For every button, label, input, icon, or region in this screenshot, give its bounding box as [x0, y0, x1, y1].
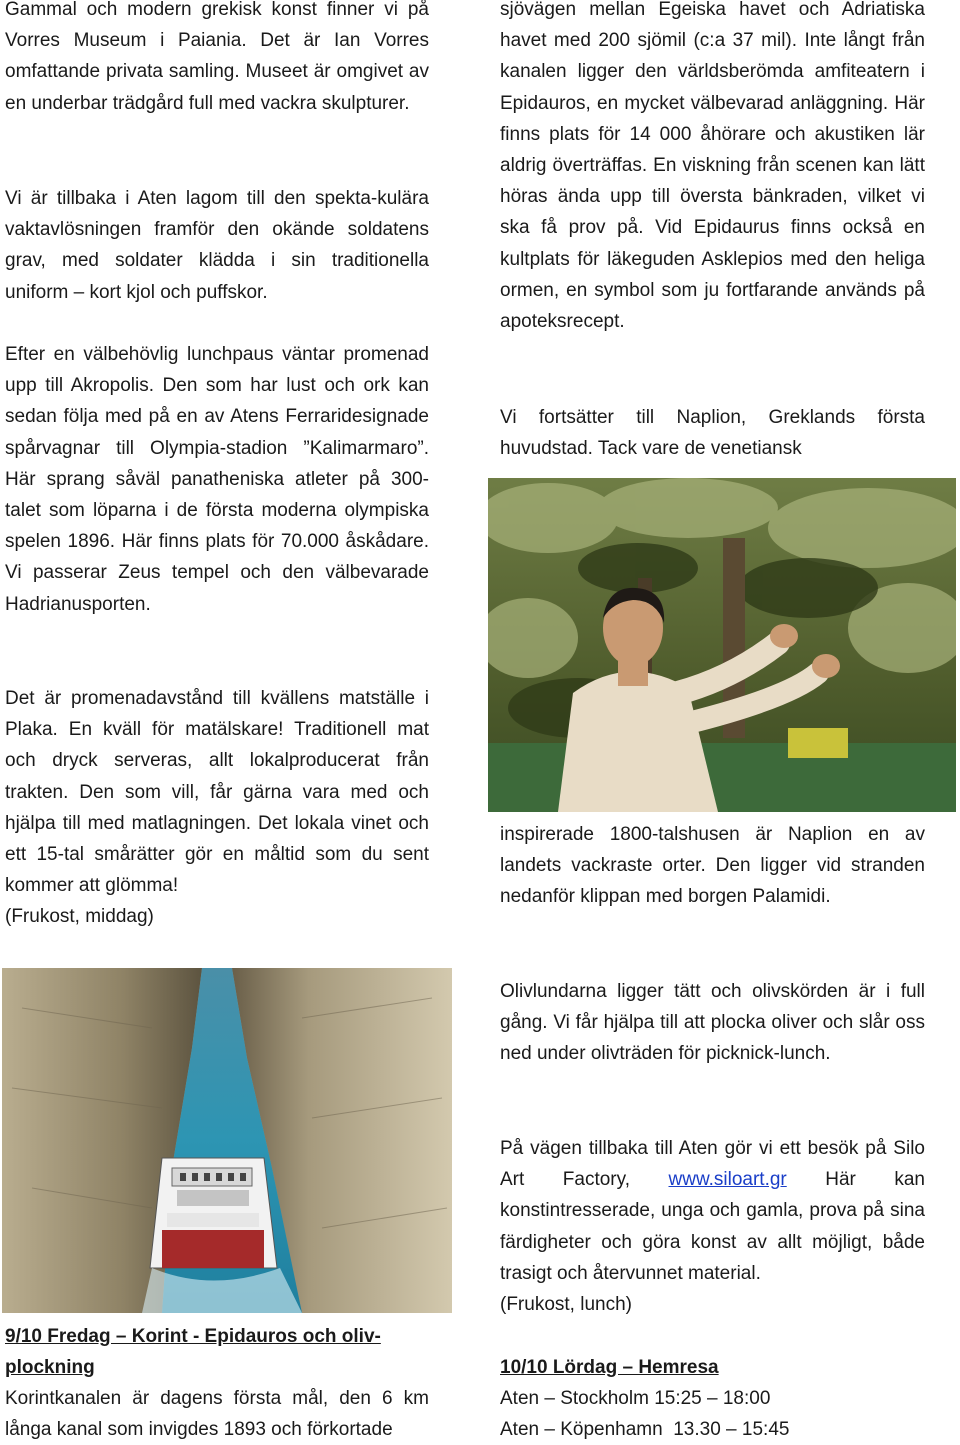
flight-stockholm: Aten – Stockholm 15:25 – 18:00	[500, 1388, 771, 1409]
day-heading-saturday: 10/10 Lördag – Hemresa	[500, 1357, 719, 1378]
olive-picking-illustration	[488, 478, 956, 812]
siloart-link[interactable]: www.siloart.gr	[668, 1169, 787, 1191]
olive-picking-photo	[488, 478, 956, 812]
paragraph-epidauros: sjövägen mellan Egeiska havet och Adriatiska havet med 200 sjömil (c:a 37 mil). Inte långt från kanalen ligger den världsberömda amfiteatern i Epidauros, en mycket välbevarad anläggning. Här finns plats för 14 000 åhörare och akustiken lär aldrig överträffas. En viskning från scenen kan lätt höras ända upp till översta bänkraden, vilket vi ska få prov på. Vid Epidaurus finns också en kultplats för läkeguden Asklepios med den heliga ormen, en symbol som ju fortfarande används på apoteksrecept.	[500, 0, 925, 333]
paragraph-acropolis: Efter en välbehövlig lunchpaus väntar promenad upp till Akropolis. Den som har lust och ork kan sedan följa med på en av Atens Ferraridesignade spårvagnar till Olympia-stadion ”Kalimarmaro”. Här sprang såväl panatheniska atleter på 300-talet som löparna i de första moderna olympiska spelen 1896. Här finns plats för 70.000 åskådare. Vi passerar Zeus tempel och den välbevarade Hadrianusporten.	[5, 344, 429, 615]
paragraph-naplion-intro: Vi fortsätter till Naplion, Greklands första huvudstad. Tack vare de venetiansk	[500, 407, 925, 460]
corinth-canal-photo	[2, 968, 452, 1313]
paragraph-vorres-museum: Gammal och modern grekisk konst finner vi på Vorres Museum i Paiania. Det är Ian Vorres omfattande privata samling. Museet är omgivet av en underbar trädgård full med vackra skulpturer.	[5, 0, 429, 114]
meals-note-day2: (Frukost, lunch)	[500, 1294, 632, 1315]
paragraph-corinth-canal: Korintkanalen är dagens första mål, den 6 km långa kanal som invigdes 1893 och förkortade	[5, 1388, 429, 1441]
paragraph-naplion: inspirerade 1800-talshusen är Naplion en av landets vackraste orter. Den ligger vid stranden nedanför klippan med borgen Palamidi.	[500, 824, 925, 908]
paragraph-plaka-dinner: Det är promenadavstånd till kvällens matställe i Plaka. En kväll för matälskare! Traditionell mat och dryck serveras, allt lokalproducerat från trakten. Den som vill, får gärna vara med och hjälpa till med matlagningen. Det lokala vinet och ett 15-tal smårätter gör en måltid som du sent kommer att glömma!	[5, 688, 429, 897]
flight-copenhagen: Aten – Köpenhamn 13.30 – 15:45	[500, 1419, 790, 1440]
paragraph-guard-change: Vi är tillbaka i Aten lagom till den spekta-kulära vaktavlösningen framför den okände soldatens grav, med soldater klädda i sin traditionella uniform – kort kjol och puffskor.	[5, 188, 429, 303]
corinth-canal-illustration	[2, 968, 452, 1313]
ferry-boat	[150, 1158, 277, 1268]
silo-text-before: På vägen tillbaka till Aten gör vi ett besök på Silo Art Factory,	[500, 1138, 925, 1191]
silo-text-after: Här kan konstintresserade, unga och gamla, prova på sina färdigheter och göra konst av allt möjligt, både trasigt och återvunnet material.	[500, 1169, 925, 1284]
meals-note-day1: (Frukost, middag)	[5, 906, 154, 927]
paragraph-olive-harvest: Olivlundarna ligger tätt och olivskörden är i full gång. Vi får hjälpa till att plocka oliver och slår oss ned under olivträden för picknick-lunch.	[500, 981, 925, 1065]
day-heading-friday: 9/10 Fredag – Korint - Epidauros och oliv-plockning	[5, 1326, 381, 1379]
paragraph-silo-art-factory	[500, 1133, 925, 1289]
